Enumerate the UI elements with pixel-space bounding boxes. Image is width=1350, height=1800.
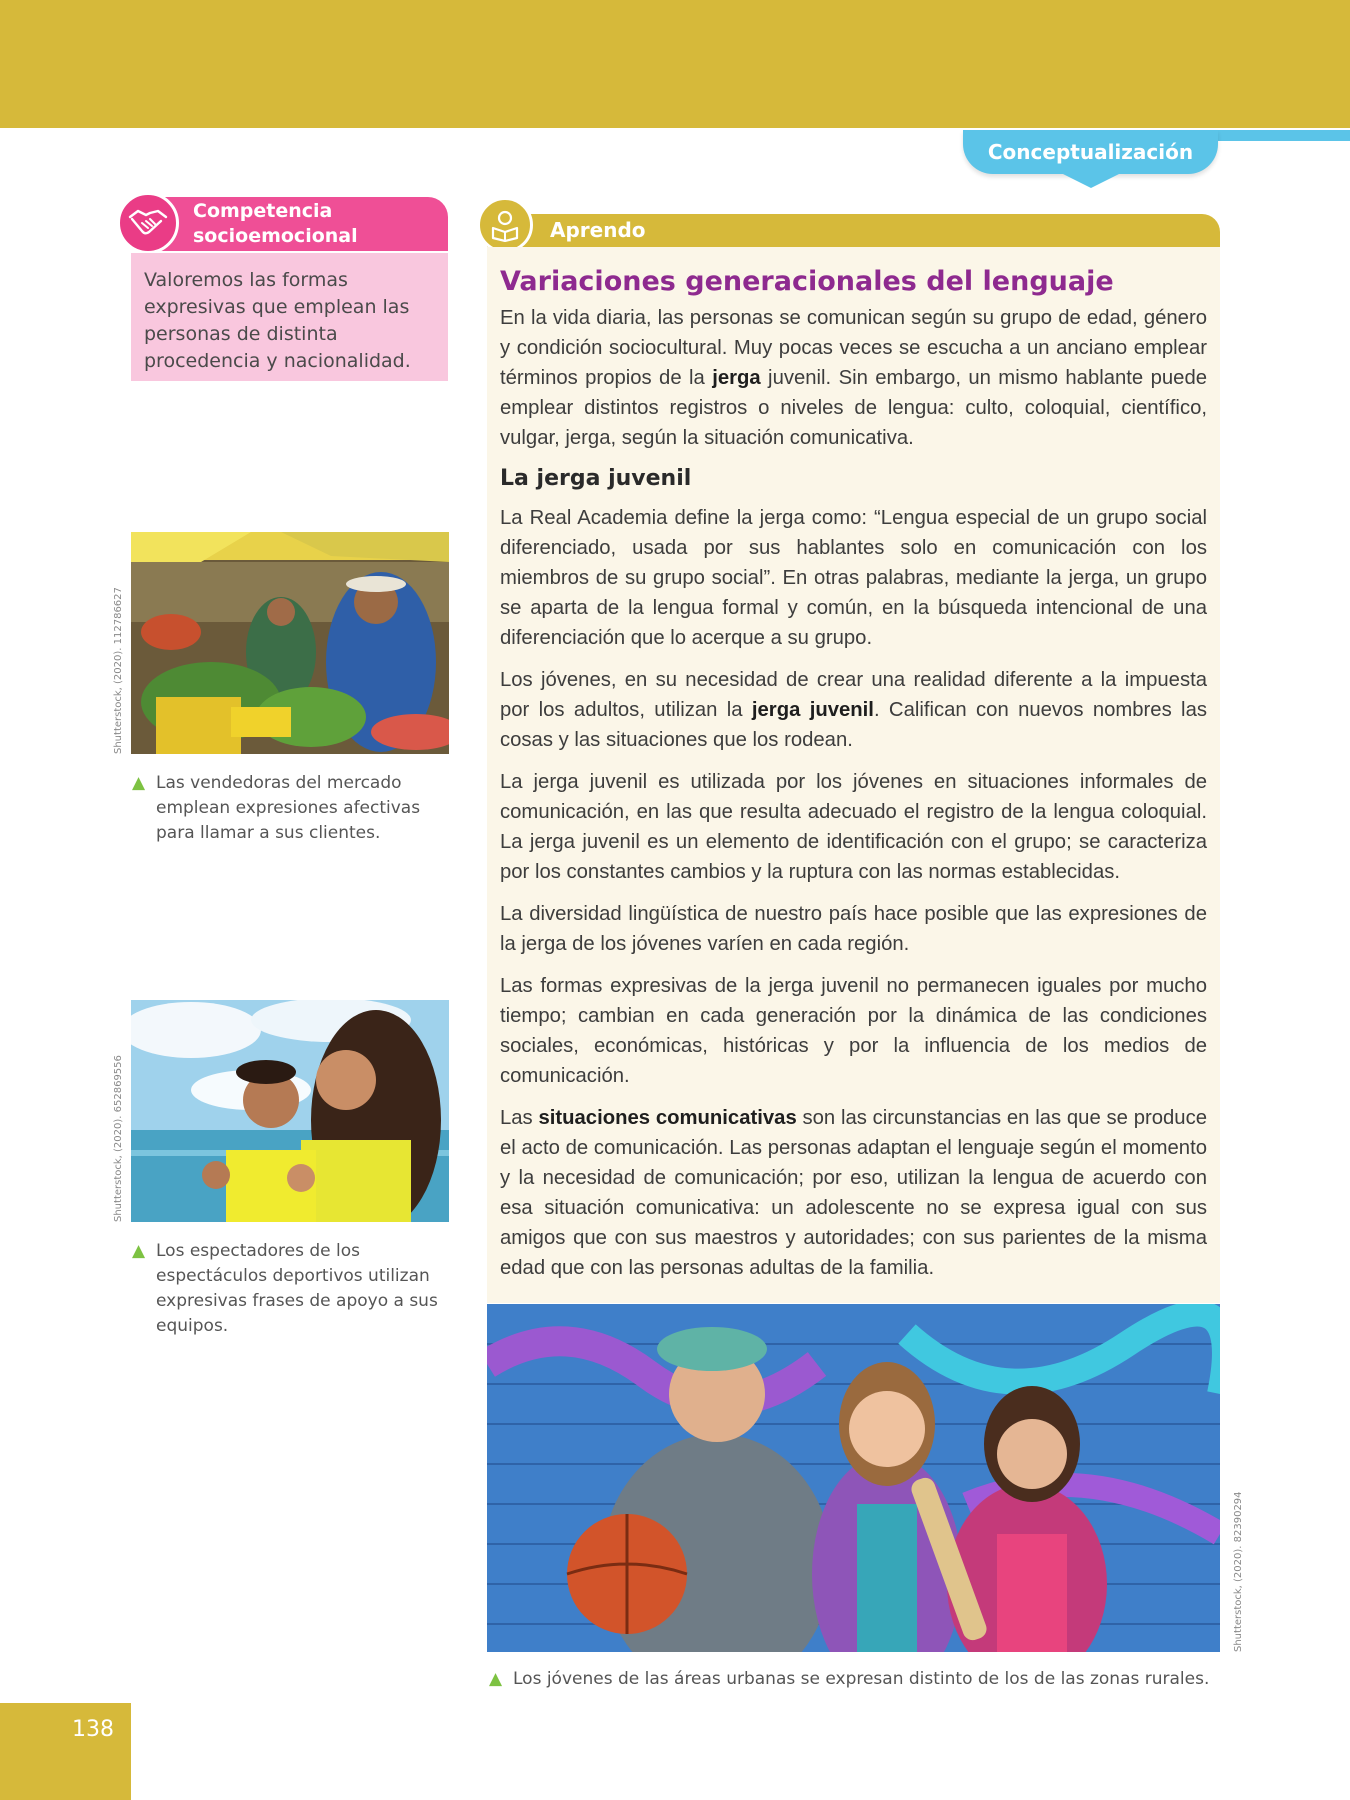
socio-text: Valoremos las formas expresivas que emplean las personas de distinta procedencia y nacionalidad.	[131, 253, 448, 381]
section-tab: Conceptualización	[963, 130, 1218, 174]
aprendo-content	[487, 247, 1220, 1303]
paragraph-3: Los jóvenes, en su necesidad de crear una realidad diferente a la impuesta por los adultos, utilizan la jerga juvenil. Califican con nuevos nombres las cosas y las situaciones que los rodean.	[500, 669, 1207, 751]
youth-photo	[487, 1304, 1220, 1652]
aprendo-bar: Aprendo	[487, 214, 1220, 247]
paragraph-6: Las formas expresivas de la jerga juvenil no permanecen iguales por mucho tiempo; cambian en cada generación por la dinámica de las condiciones sociales, económicas, históricas y por la influencia de los medios de comunicación.	[500, 975, 1207, 1087]
aprendo-title: Variaciones generacionales del lenguaje	[500, 266, 1114, 297]
market-caption-text: Las vendedoras del mercado emplean expresiones afectivas para llamar a sus clientes.	[156, 773, 421, 843]
section-tab-line	[1210, 130, 1350, 141]
youth-photo-credit: Shutterstock, (2020). 82390294	[1233, 1491, 1244, 1652]
fans-caption-text: Los espectadores de los espectáculos deportivos utilizan expresivas frases de apoyo a sus equipos.	[156, 1241, 438, 1336]
caption-bullet-icon: ▲	[132, 1241, 146, 1261]
handshake-icon	[117, 192, 179, 254]
caption-bullet-icon: ▲	[489, 1669, 503, 1689]
youth-caption-text: Los jóvenes de las áreas urbanas se expresan distinto de los de las zonas rurales.	[513, 1669, 1210, 1689]
reader-icon	[477, 197, 533, 253]
paragraph-1: En la vida diaria, las personas se comunican según su grupo de edad, género y condición sociocultural. Muy pocas veces se escucha a un anciano emplear términos propios de la jerga juvenil. Sin embargo, un mismo hablante puede emplear distintos registros o niveles de lengua: culto, coloquial, científico, vulgar, jerga, según la situación comunicativa.	[500, 307, 1207, 449]
caption-bullet-icon: ▲	[132, 773, 146, 793]
socio-title-line1: Competencia	[193, 200, 333, 222]
top-band	[0, 0, 1350, 128]
paragraph-5: La diversidad lingüística de nuestro país hace posible que las expresiones de la jerga de los jóvenes varíen en cada región.	[500, 903, 1207, 955]
socio-heading	[145, 197, 448, 251]
market-caption	[132, 771, 456, 846]
market-photo-credit: Shutterstock, (2020). 112786627	[113, 587, 124, 754]
paragraph-7: Las situaciones comunicativas son las circunstancias en las que se produce el acto de comunicación. Las personas adaptan el lenguaje según el momento y la necesidad de comunicación; por eso, utilizan la lengua de acuerdo con esa situación comunicativa: un adolescente no se expresa igual con sus amigos que con sus maestros y autoridades; con sus parientes de la misma edad que con las personas adultas de la familia.	[500, 1107, 1207, 1279]
paragraph-2: La Real Academia define la jerga como: “Lengua especial de un grupo social diferenciado, usada por sus hablantes solo en comunicación con los miembros de su grupo social”. En otras palabras, mediante la jerga, un grupo se aparta de la lengua formal y común, en la búsqueda intencional de una diferenciación que lo acerque a su grupo.	[500, 507, 1207, 649]
paragraph-4: La jerga juvenil es utilizada por los jóvenes en situaciones informales de comunicación, en las que resulta adecuado el registro de la lengua coloquial. La jerga juvenil es un elemento de identificación con el grupo; se caracteriza por los constantes cambios y la ruptura con las normas establecidas.	[500, 771, 1207, 883]
fans-photo	[131, 1000, 449, 1222]
market-photo	[131, 532, 449, 754]
fans-caption	[132, 1239, 446, 1339]
fans-photo-credit: Shutterstock, (2020). 652869556	[113, 1055, 124, 1222]
socio-title-line2: socioemocional	[193, 225, 358, 247]
youth-caption	[489, 1667, 1213, 1692]
subtitle-jerga-juvenil: La jerga juvenil	[500, 466, 692, 491]
page-number: 138	[0, 1703, 131, 1800]
